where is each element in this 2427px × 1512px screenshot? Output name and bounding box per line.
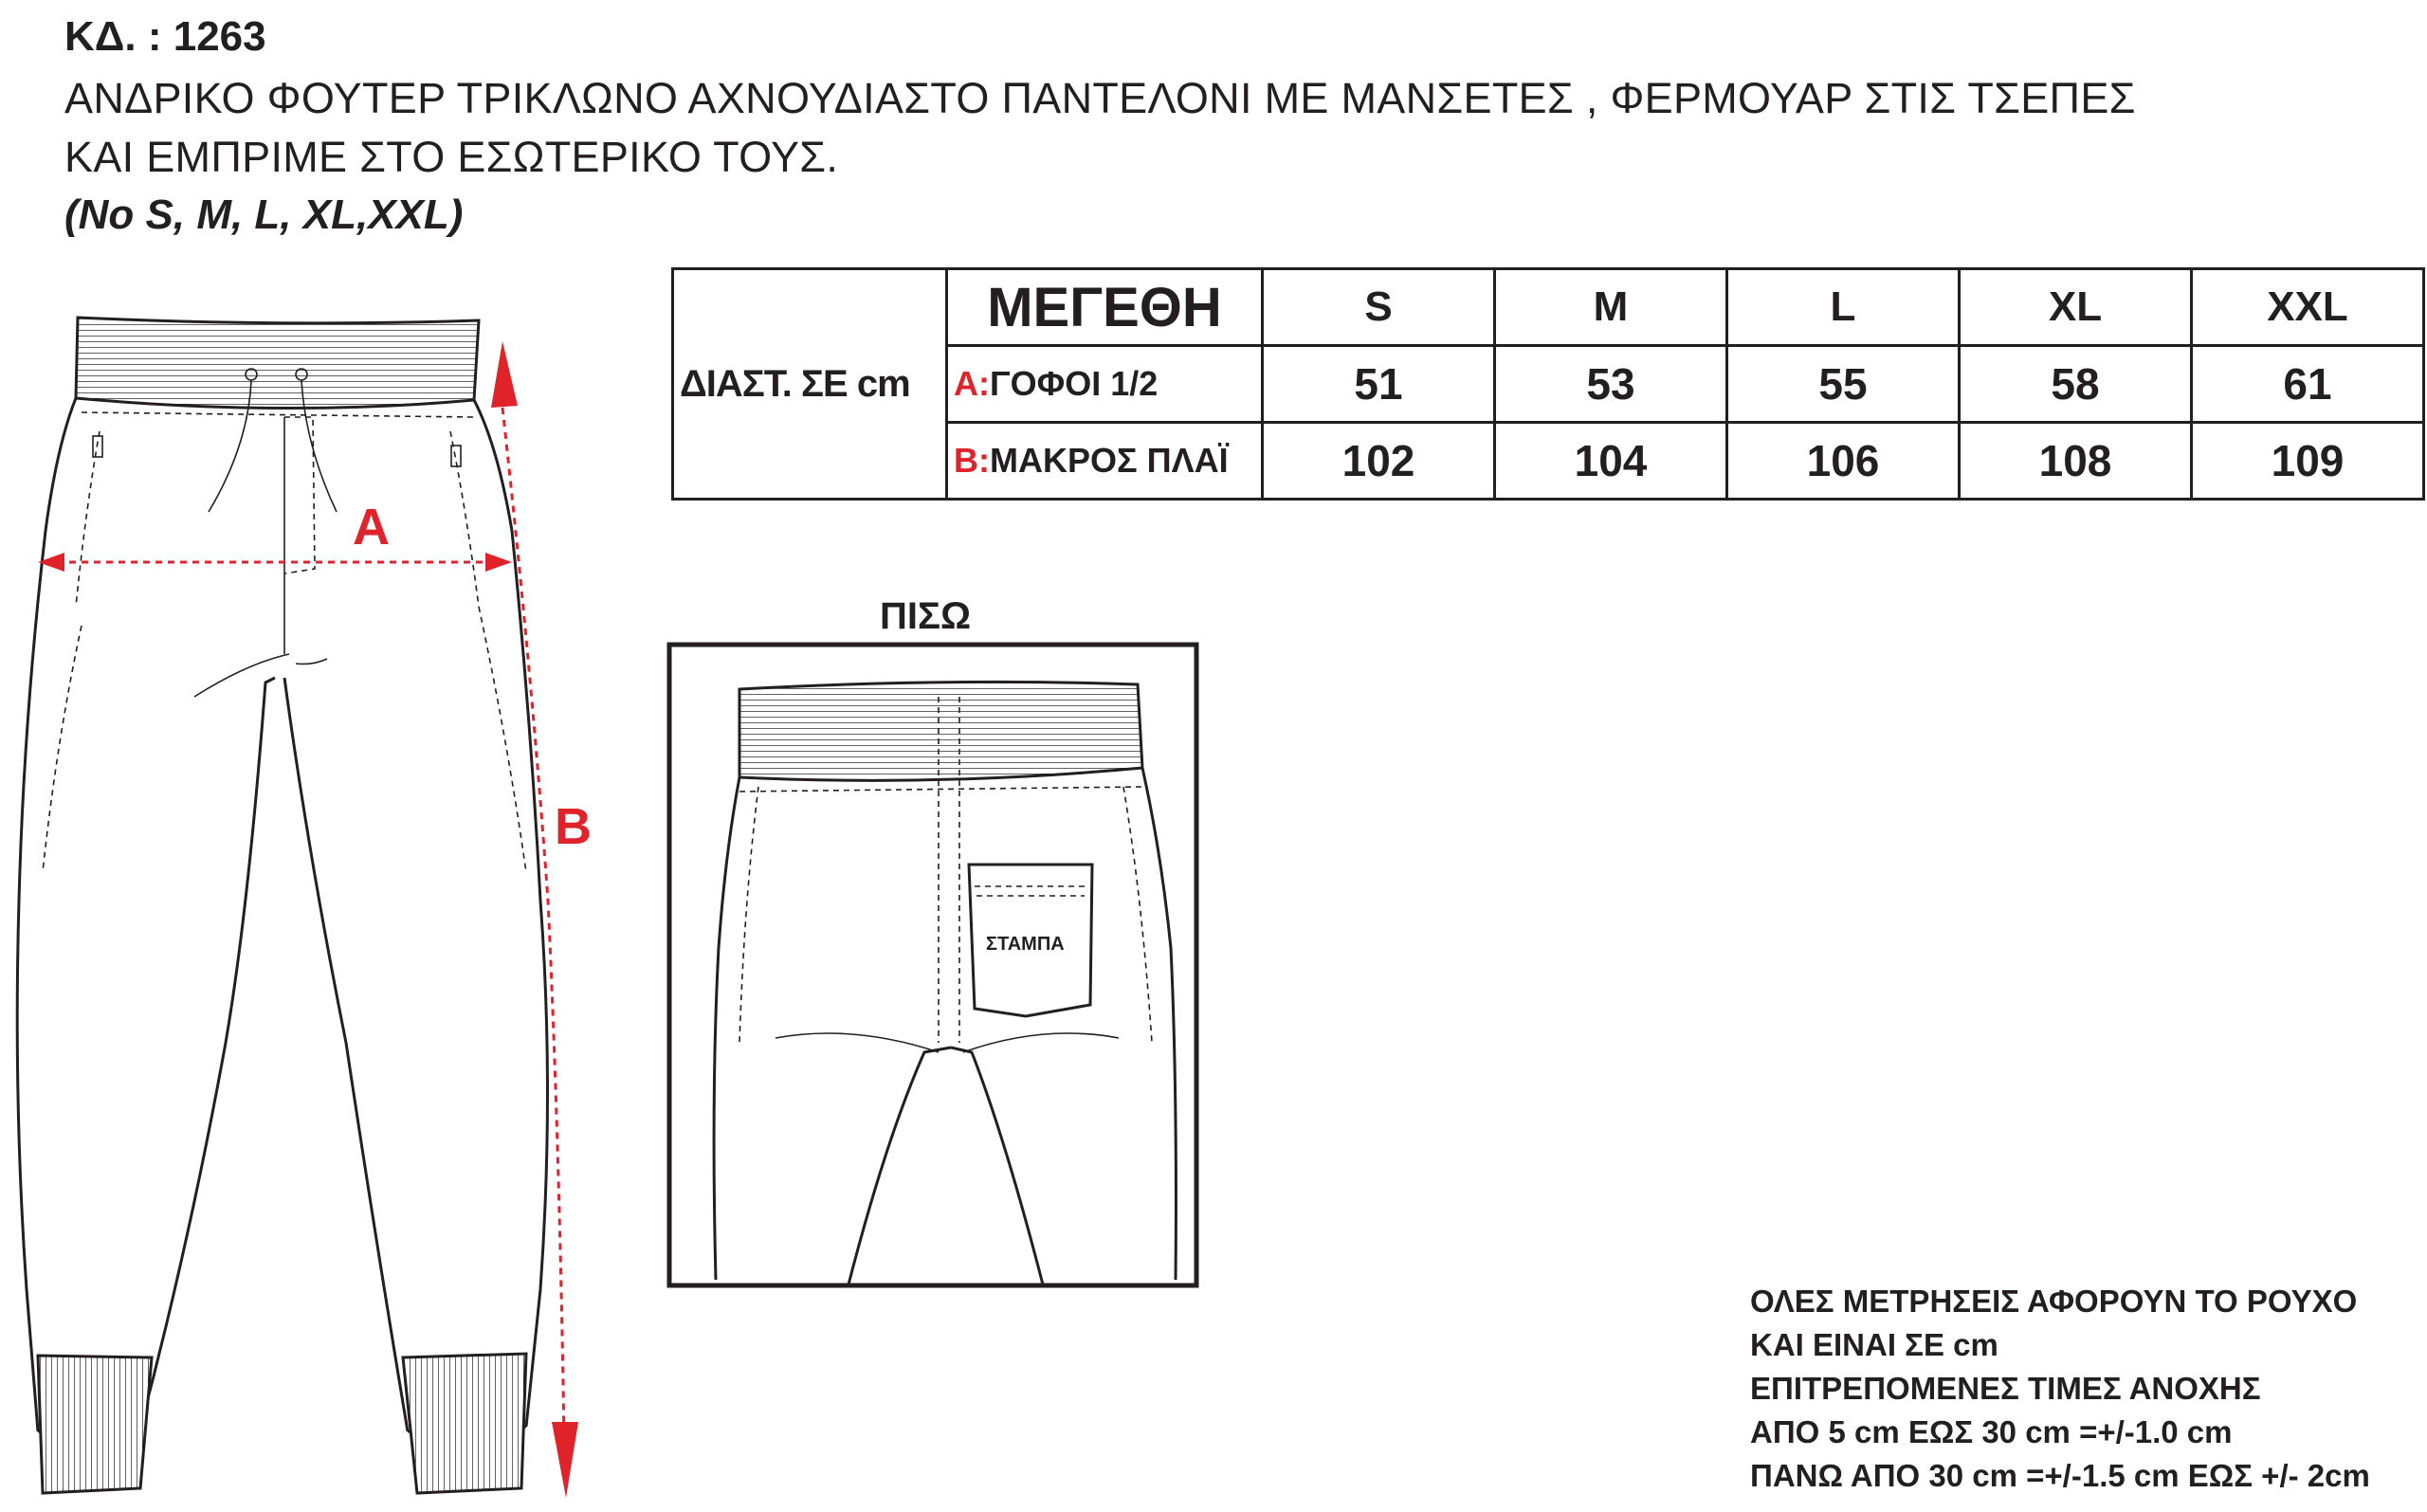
measure-b-line bbox=[502, 408, 564, 1441]
product-code: ΚΔ. : 1263 bbox=[64, 13, 266, 60]
measure-name: ΓΟΦΟΙ 1/2 bbox=[990, 364, 1159, 403]
sizes-header: ΜΕΓΕΘΗ bbox=[947, 269, 1263, 346]
size-s: S bbox=[1263, 269, 1495, 346]
table-cell: 106 bbox=[1727, 423, 1960, 500]
table-cell: 55 bbox=[1727, 346, 1960, 423]
measure-letter: B: bbox=[954, 441, 990, 480]
note-line: ΟΛΕΣ ΜΕΤΡΗΣΕΙΣ ΑΦΟΡΟΥΝ ΤΟ ΡΟΥΧΟ bbox=[1750, 1284, 2358, 1319]
note-line: ΚΑΙ ΕΙΝΑΙ ΣΕ cm bbox=[1750, 1327, 1998, 1362]
front-waistband bbox=[76, 318, 479, 409]
size-xxl: XXL bbox=[2192, 269, 2424, 346]
front-left-leg bbox=[17, 398, 76, 1431]
front-right-cuff bbox=[403, 1354, 526, 1493]
table-cell: 58 bbox=[1960, 346, 2192, 423]
back-view bbox=[669, 645, 1196, 1285]
front-right-leg bbox=[474, 400, 548, 1427]
note-line: ΠΑΝΩ ΑΠΟ 30 cm =+/-1.5 cm ΕΩΣ +/- 2cm bbox=[1750, 1458, 2370, 1493]
back-view-title: ΠΙΣΩ bbox=[880, 595, 972, 637]
front-left-cuff bbox=[38, 1356, 152, 1493]
sizes-note: (No S, M, L, XL,XXL) bbox=[64, 191, 464, 238]
size-xl: XL bbox=[1960, 269, 2192, 346]
measure-a-label: A bbox=[353, 499, 390, 556]
table-cell: 53 bbox=[1495, 346, 1727, 423]
note-line: ΕΠΙΤΡΕΠΟΜΕΝΕΣ ΤΙΜΕΣ ΑΝΟΧΗΣ bbox=[1750, 1371, 2261, 1406]
note-line: ΑΠΟ 5 cm ΕΩΣ 30 cm =+/-1.0 cm bbox=[1750, 1414, 2233, 1449]
front-view bbox=[17, 318, 592, 1498]
measure-name: ΜΑΚΡΟΣ ΠΛΑΪ bbox=[990, 441, 1229, 480]
table-cell: 109 bbox=[2192, 423, 2424, 500]
print-label: ΣΤΑΜΠΑ bbox=[986, 934, 1065, 955]
table-cell: 104 bbox=[1495, 423, 1727, 500]
table-cell: 108 bbox=[1960, 423, 2192, 500]
size-l: L bbox=[1727, 269, 1960, 346]
description-line-2: ΚΑΙ ΕΜΠΡΙΜΕ ΣΤΟ ΕΣΩΤΕΡΙΚΟ ΤΟΥΣ. bbox=[64, 133, 839, 181]
table-cell: 102 bbox=[1263, 423, 1495, 500]
table-cell: 61 bbox=[2192, 346, 2424, 423]
front-right-pocket-zipper bbox=[450, 431, 479, 607]
description-line-1: ΑΝΔΡΙΚΟ ΦΟΥΤΕΡ ΤΡΙΚΛΩΝΟ ΑΧΝΟΥΔΙΑΣΤΟ ΠΑΝΤΕΛΟΝΙ ΜΕ ΜΑΝΣΕΤΕΣ , ΦΕΡΜΟΥΑΡ ΣΤΙΣ ΤΣΕΠΕΣ bbox=[64, 74, 2136, 122]
size-m: M bbox=[1495, 269, 1727, 346]
measure-letter: A: bbox=[954, 364, 990, 403]
measure-b-label: B bbox=[555, 798, 592, 855]
table-cell: 51 bbox=[1263, 346, 1495, 423]
dimensions-label: ΔΙΑΣΤ. ΣΕ cm bbox=[673, 269, 947, 500]
tolerance-notes bbox=[1750, 1280, 2370, 1498]
back-waistband bbox=[739, 682, 1142, 780]
